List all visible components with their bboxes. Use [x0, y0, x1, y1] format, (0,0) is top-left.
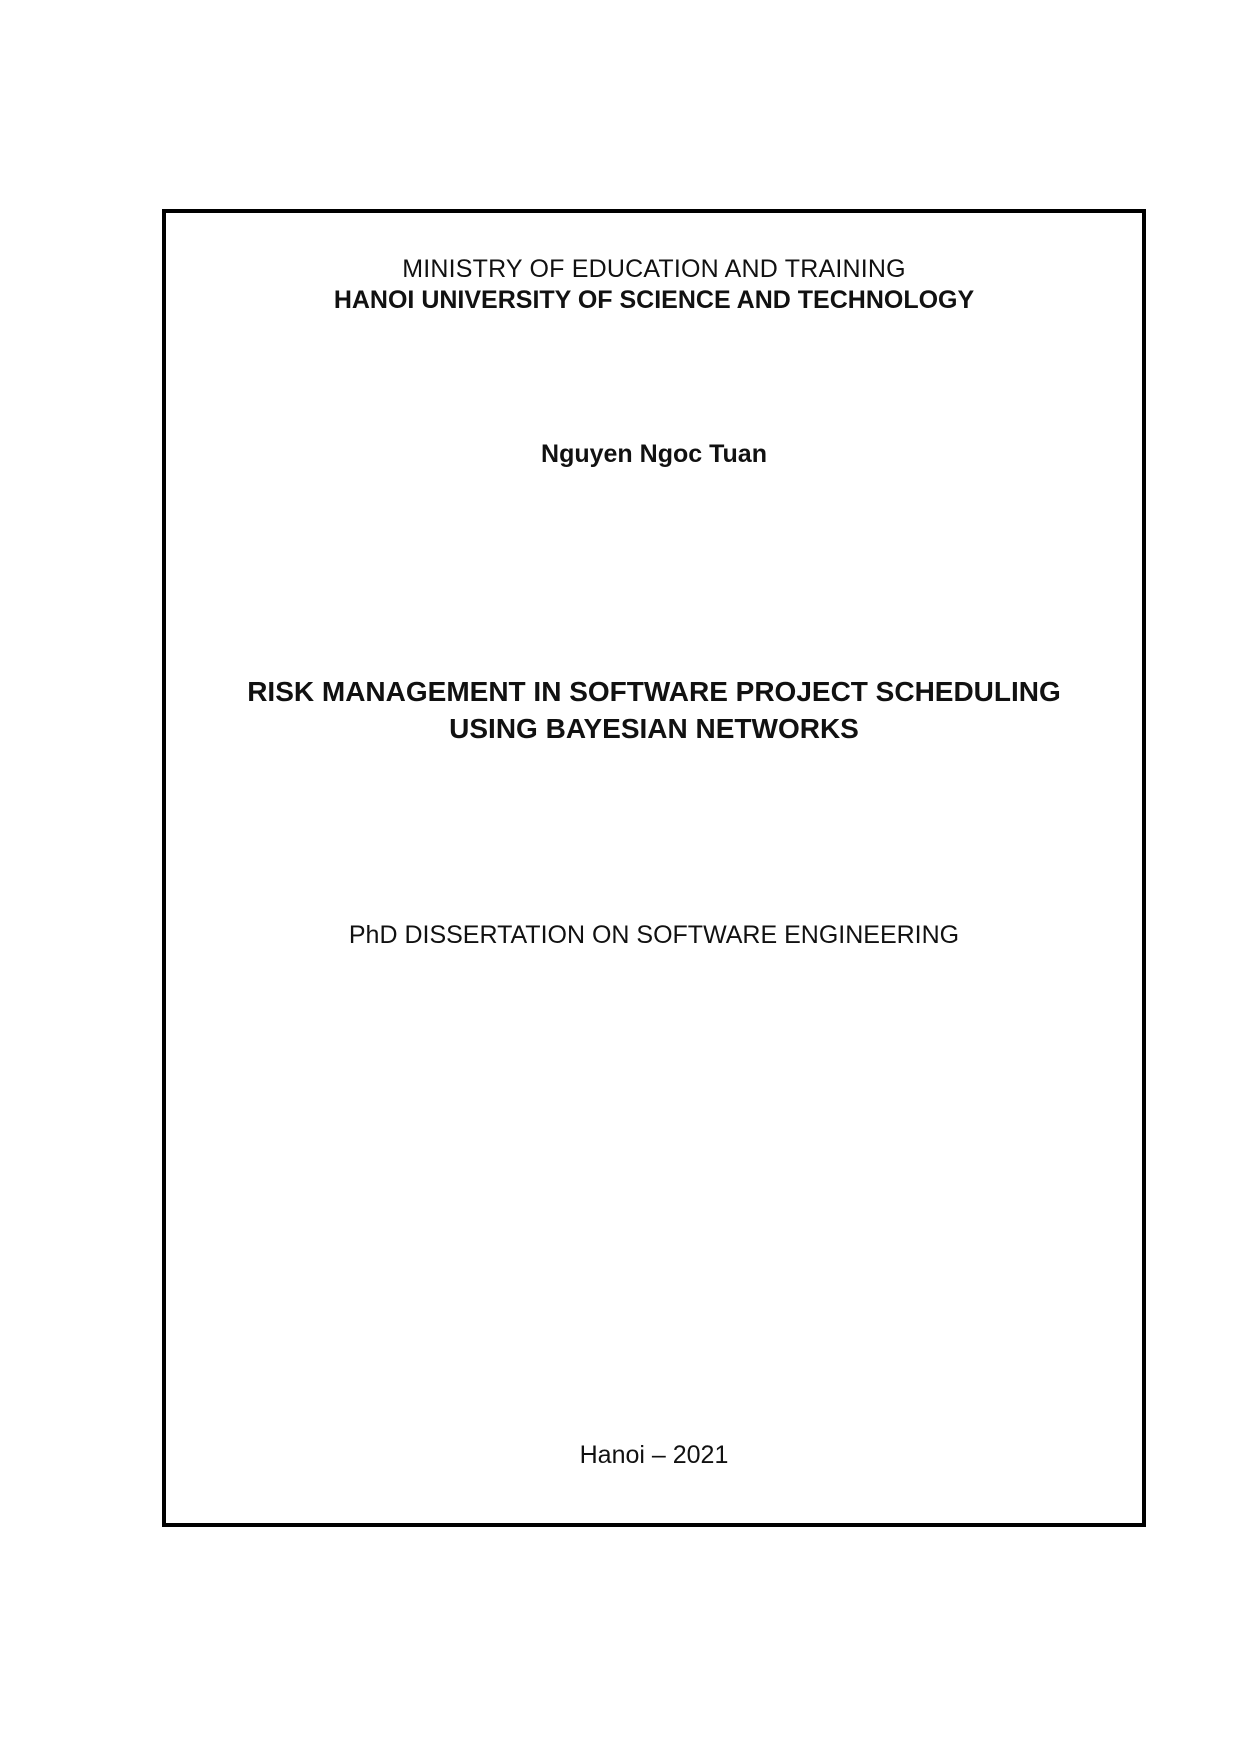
place-and-year: Hanoi – 2021 [579, 1441, 729, 1469]
author-name: Nguyen Ngoc Tuan [541, 440, 767, 468]
degree-type: PhD DISSERTATION ON SOFTWARE ENGINEERING [348, 921, 960, 949]
dissertation-title-line-2: USING BAYESIAN NETWORKS [449, 713, 859, 744]
university-name: HANOI UNIVERSITY OF SCIENCE AND TECHNOLOGY [333, 286, 975, 314]
dissertation-title-line-1: RISK MANAGEMENT IN SOFTWARE PROJECT SCHEDULING [247, 676, 1061, 707]
ministry-name: MINISTRY OF EDUCATION AND TRAINING [402, 255, 906, 283]
cover-frame [162, 209, 1146, 1527]
